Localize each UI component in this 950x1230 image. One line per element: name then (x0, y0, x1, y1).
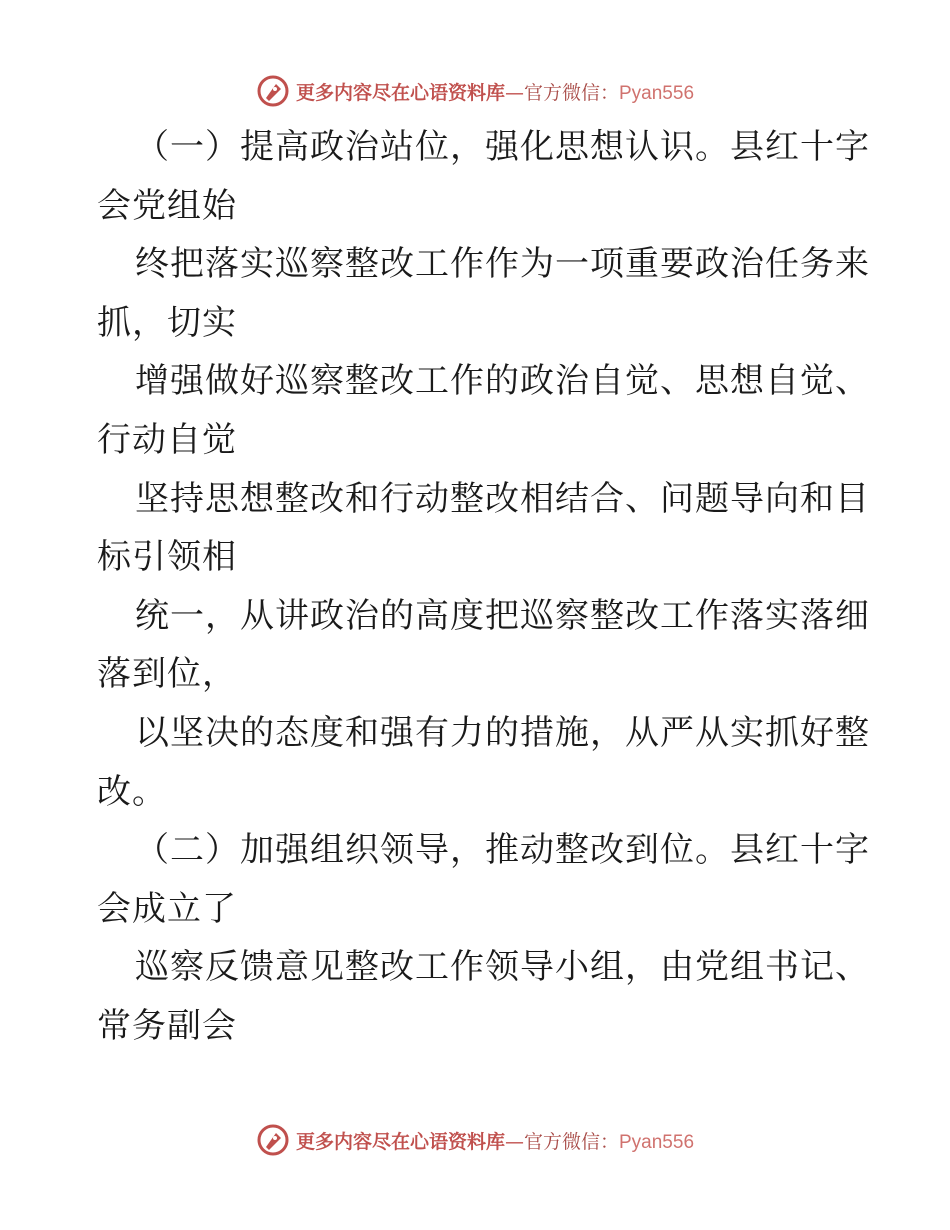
text-line: 行动自觉 (97, 419, 237, 460)
text-line: （二）加强组织领导，推动整改到位。县红十字 (135, 830, 870, 871)
watermark-label: 官方微信： (523, 81, 619, 104)
watermark-id: Pyan556 (619, 1131, 695, 1153)
footer-watermark (0, 1120, 950, 1160)
watermark-label: 官方微信： (523, 1130, 619, 1153)
watermark-text (296, 78, 694, 105)
watermark-brand: 更多内容尽在心语资料库 (295, 81, 505, 104)
text-line: 坚持思想整改和行动整改相结合、问题导向和目 (135, 478, 870, 519)
watermark-text (296, 1127, 694, 1154)
watermark-id: Pyan556 (619, 82, 695, 104)
pen-nib-logo-icon (256, 1123, 290, 1157)
text-line: 落到位， (97, 654, 237, 695)
text-line: 标引领相 (97, 537, 237, 578)
header-watermark (0, 71, 950, 111)
text-line: 会党组始 (97, 185, 237, 226)
watermark-brand: 更多内容尽在心语资料库 (295, 1130, 505, 1153)
document-body (97, 118, 870, 1056)
text-line: 以坚决的态度和强有力的措施，从严从实抓好整 (135, 712, 870, 753)
watermark-dash: — (504, 1130, 524, 1153)
text-line: 会成立了 (97, 888, 237, 929)
text-line: 增强做好巡察整改工作的政治自觉、思想自觉、 (135, 361, 870, 402)
pen-nib-logo-icon (256, 74, 290, 108)
text-line: 改。 (97, 771, 167, 812)
text-line: 统一，从讲政治的高度把巡察整改工作落实落细 (135, 595, 870, 636)
text-line: 常务副会 (97, 1005, 237, 1046)
text-line: 抓，切实 (97, 302, 237, 343)
text-line: （一）提高政治站位，强化思想认识。县红十字 (135, 127, 870, 167)
text-line: 巡察反馈意见整改工作领导小组，由党组书记、 (135, 947, 870, 988)
watermark-dash: — (504, 81, 524, 104)
text-line: 终把落实巡察整改工作作为一项重要政治任务来 (135, 244, 870, 285)
